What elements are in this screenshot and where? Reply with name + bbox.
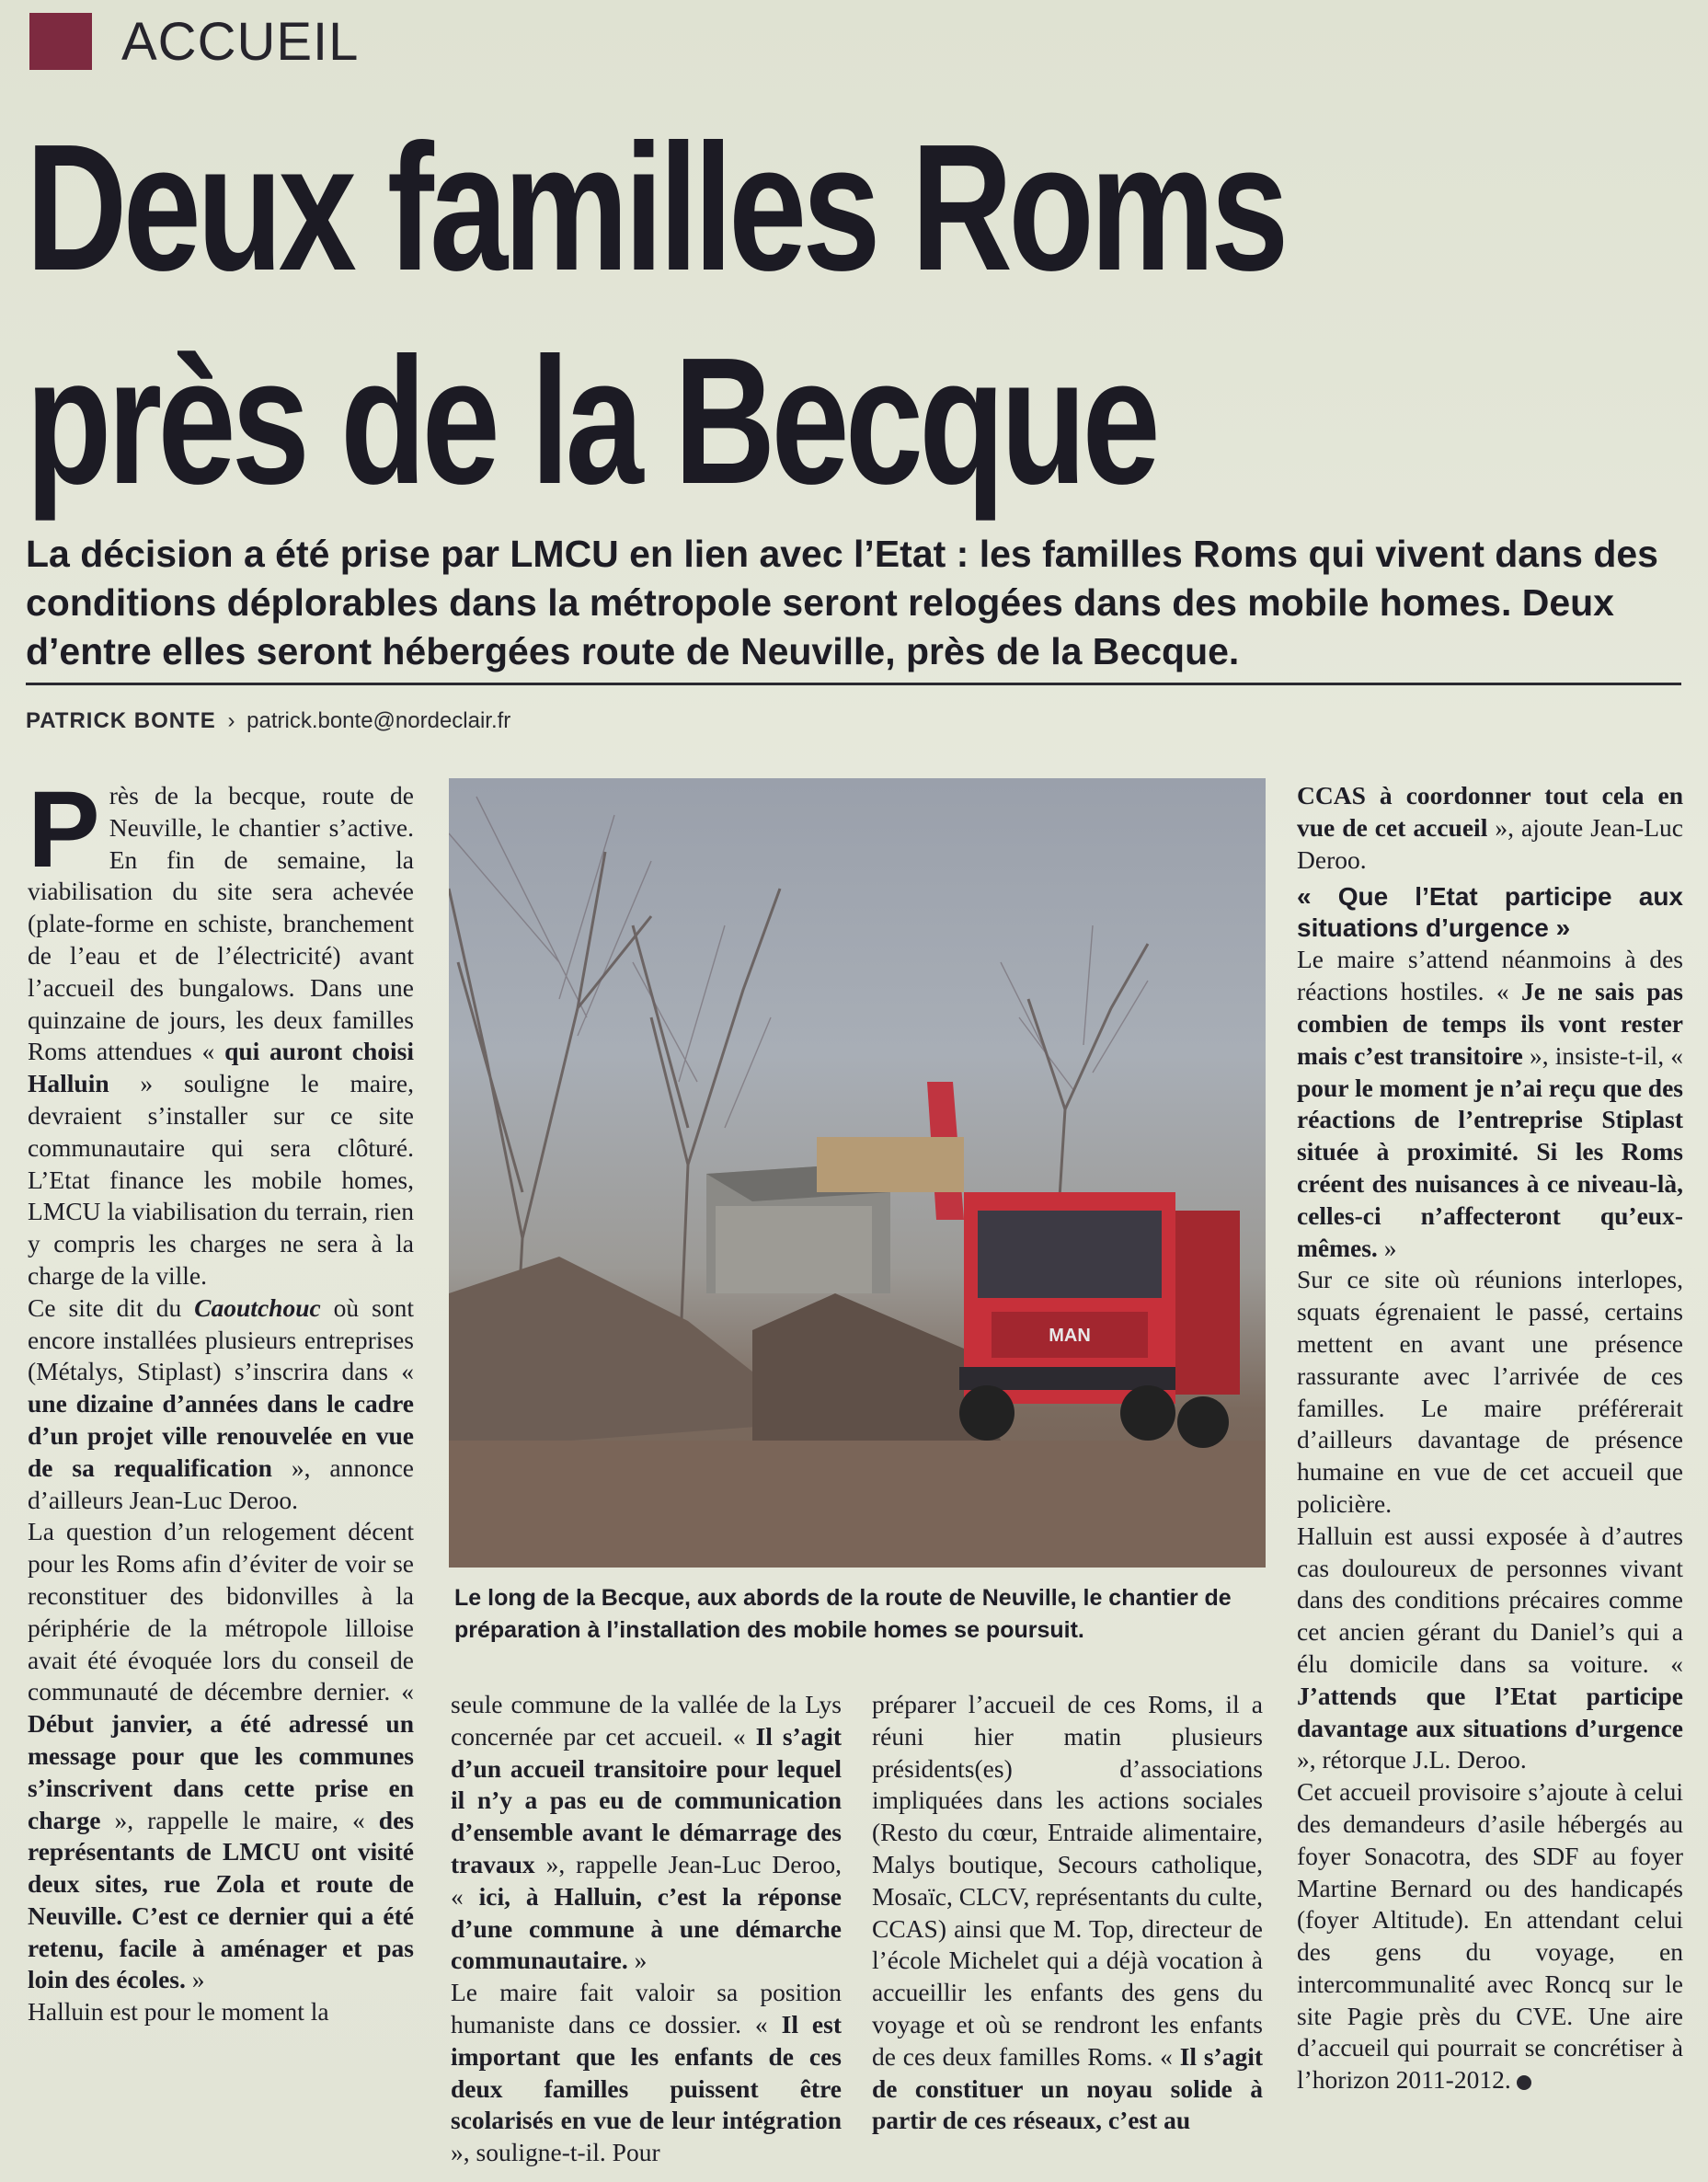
paragraph [451,1977,842,2169]
article-column-3 [872,1689,1263,2137]
quote-bold: des représentants de LMCU ont visité deux sites, rue Zola et route de Neuville. C’est ce dernier qui a été retenu, facile à aménager et pas loin des écoles. [28,1805,414,1994]
text-run: Le maire s’attend néanmoins à des réactions hostiles. « [1297,945,1683,1006]
article-column-4 [1297,780,1683,2096]
text-run: » [1377,1233,1397,1262]
quote-bold: Il est important que les enfants de ces deux familles puissent être scolarisés en vue de leur intégration [451,2009,842,2135]
text-run: Cet accueil provisoire s’ajoute à celui des demandeurs d’asile hébergés au foyer Sonacotra, des SDF au foyer Martine Bernard ou des handicapés (foyer Altitude). En attendant celui des gens du voyage, en intercommunalité avec Roncq sur le site Pagie près du CVE. Une aire d’accueil qui pourrait se concrétiser à l’horizon 2011-2012. [1297,1777,1683,2095]
text-run: », rappelle Jean-Luc Deroo, « [451,1849,842,1911]
headline-line-2: près de la Becque [26,320,1156,522]
paragraph [872,1689,1263,2137]
quote-bold: Début janvier, a été adressé un message pour que les communes s’inscrivent dans cette prise en charge [28,1709,414,1834]
text-run: Halluin est aussi exposée à d’autres cas douloureux de personnes vivant dans des conditions précaires comme cet ancien gérant du Daniel’s qui a élu domicile dans sa voiture. « [1297,1521,1683,1678]
quote-bold: Il s’agit de constituer un noyau solide à partir de ces réseaux, c’est au [872,2041,1263,2135]
text-run: », souligne-t-il. Pour [451,2138,660,2167]
paragraph [28,1292,414,1517]
text-run: » souligne le maire, devraient s’installer sur ce site communautaire qui sera clôturé. L’Etat finance les mobile homes, LMCU la viabilisation du terrain, rien y compris les charges ne sera à la charge de la ville. [28,1069,414,1290]
divider [26,683,1681,685]
article-column-2 [451,1689,842,2169]
quote-bold: CCAS à coordonner tout cela en vue de cet accueil [1297,781,1683,842]
text-run: » [185,1965,205,1994]
site-name-italic: Caoutchouc [194,1292,321,1322]
lead-paragraph: La décision a été prise par LMCU en lien avec l’Etat : les familles Roms qui vivent dans des conditions déplorables dans la métropole seront relogées dans des mobile homes. Deux d’entre elles seront hébergées route de Neuville, près de la Becque. [26,533,1658,672]
byline-separator: › [227,708,235,733]
text-run: » [627,1946,648,1975]
headline-line-1: Deux familles Roms [26,107,1285,308]
rubric-label: ACCUEIL [121,12,360,72]
byline [26,708,510,734]
headline [26,101,1324,528]
text-run: », insiste-t-il, « [1522,1040,1683,1070]
end-of-article-mark [1517,2075,1531,2090]
text-run: », annonce d’ailleurs Jean-Luc Deroo. [28,1453,414,1514]
author-name: PATRICK BONTE [26,708,216,733]
quote-bold: Je ne sais pas combien de temps ils vont rester mais c’est transitoire [1297,977,1683,1070]
drop-cap: P [28,769,100,890]
text-run: préparer l’accueil de ces Roms, il a réuni hier matin plusieurs présidents(es) d’associations impliquées dans les actions sociales (Resto du cœur, Entraide alimentaire, Malys boutique, Secours catholique, Mosaïc, CLCV, représentants du culte, CCAS) ainsi que M. Top, directeur de l’école Michelet qui a déjà vocation à accueillir les enfants des gens du voyage et où se rendront les enfants de ces deux familles Roms. « [872,1690,1263,2071]
text-run: où sont encore installées plusieurs entreprises (Métalys, Stiplast) s’inscrira dans « [28,1292,414,1386]
paragraph [1297,1776,1683,2096]
quote-bold: qui auront choisi Halluin [28,1037,414,1098]
photo-illustration [449,778,1266,1568]
quote-bold: Il s’agit d’un accueil transitoire pour lequel il n’y a pas eu de communication d’ensemble avant le démarrage des travaux [451,1721,842,1878]
paragraph [1297,780,1683,876]
text-run: Halluin est pour le moment la [28,1997,329,2027]
paragraph [451,1689,842,1977]
photo-caption: Le long de la Becque, aux abords de la route de Neuville, le chantier de préparation à l’installation des mobile homes se poursuit. [454,1585,1232,1643]
truck-brand-label: MAN [1049,1326,1091,1346]
text-run: Sur ce site où réunions interlopes, squats égrenaient le passé, certains mettent en avant une présence rassurante avec l’arrivée de ces familles. Le maire préférerait d’ailleurs davantage de présence humaine en vue de cet accueil que policière. [1297,1265,1683,1518]
paragraph [1297,944,1683,1264]
quote-bold: une dizaine d’années dans le cadre d’un projet ville renouvelée en vue de sa requalification [28,1389,414,1482]
paragraph [1297,1264,1683,1520]
article-column-1 [28,769,414,2028]
text-run: », ajoute Jean-Luc Deroo. [1297,812,1684,874]
text-run: Ce site dit du [28,1292,195,1322]
author-email[interactable]: patrick.bonte@nordeclair.fr [246,708,511,733]
article-photo [449,778,1266,1568]
paragraph [28,769,414,1292]
subheading: « Que l’Etat participe aux situations d’urgence » [1297,882,1683,943]
paragraph [28,1996,414,2028]
text-run: rès de la becque, route de Neuville, le chantier s’active. En fin de semaine, la viabilisation du site sera achevée (plate-forme en schiste, branchement de l’eau et de l’électricité) avant l’accueil des bungalows. Dans une quinzaine de jours, les deux familles Roms attendues « [28,781,414,1066]
quote-bold: J’attends que l’Etat participe davantage aux situations d’urgence [1297,1681,1683,1742]
text-run: Le maire fait valoir sa position humaniste dans ce dossier. « [451,1978,842,2038]
text-run: », rétorque J.L. Deroo. [1297,1745,1527,1774]
rubric-marker [29,13,92,70]
paragraph [28,1516,414,1996]
text-run: seule commune de la vallée de la Lys concernée par cet accueil. « [451,1690,842,1751]
text-run: », rappelle le maire, « [100,1805,379,1834]
quote-bold: pour le moment je n’ai reçu que des réactions de l’entreprise Stiplast située à proximité. Si les Roms créent des nuisances à ce niveau-là, celles-ci n’affecteront qu’eux-mêmes. [1297,1073,1683,1262]
text-run: La question d’un relogement décent pour les Roms afin d’éviter de voir se reconstituer des bidonvilles à la périphérie de la métropole lilloise avait été évoquée lors du conseil de communauté de décembre dernier. « [28,1517,414,1706]
quote-bold: ici, à Halluin, c’est la réponse d’une commune à une démarche communautaire. [451,1881,842,1975]
paragraph [1297,1521,1683,1776]
